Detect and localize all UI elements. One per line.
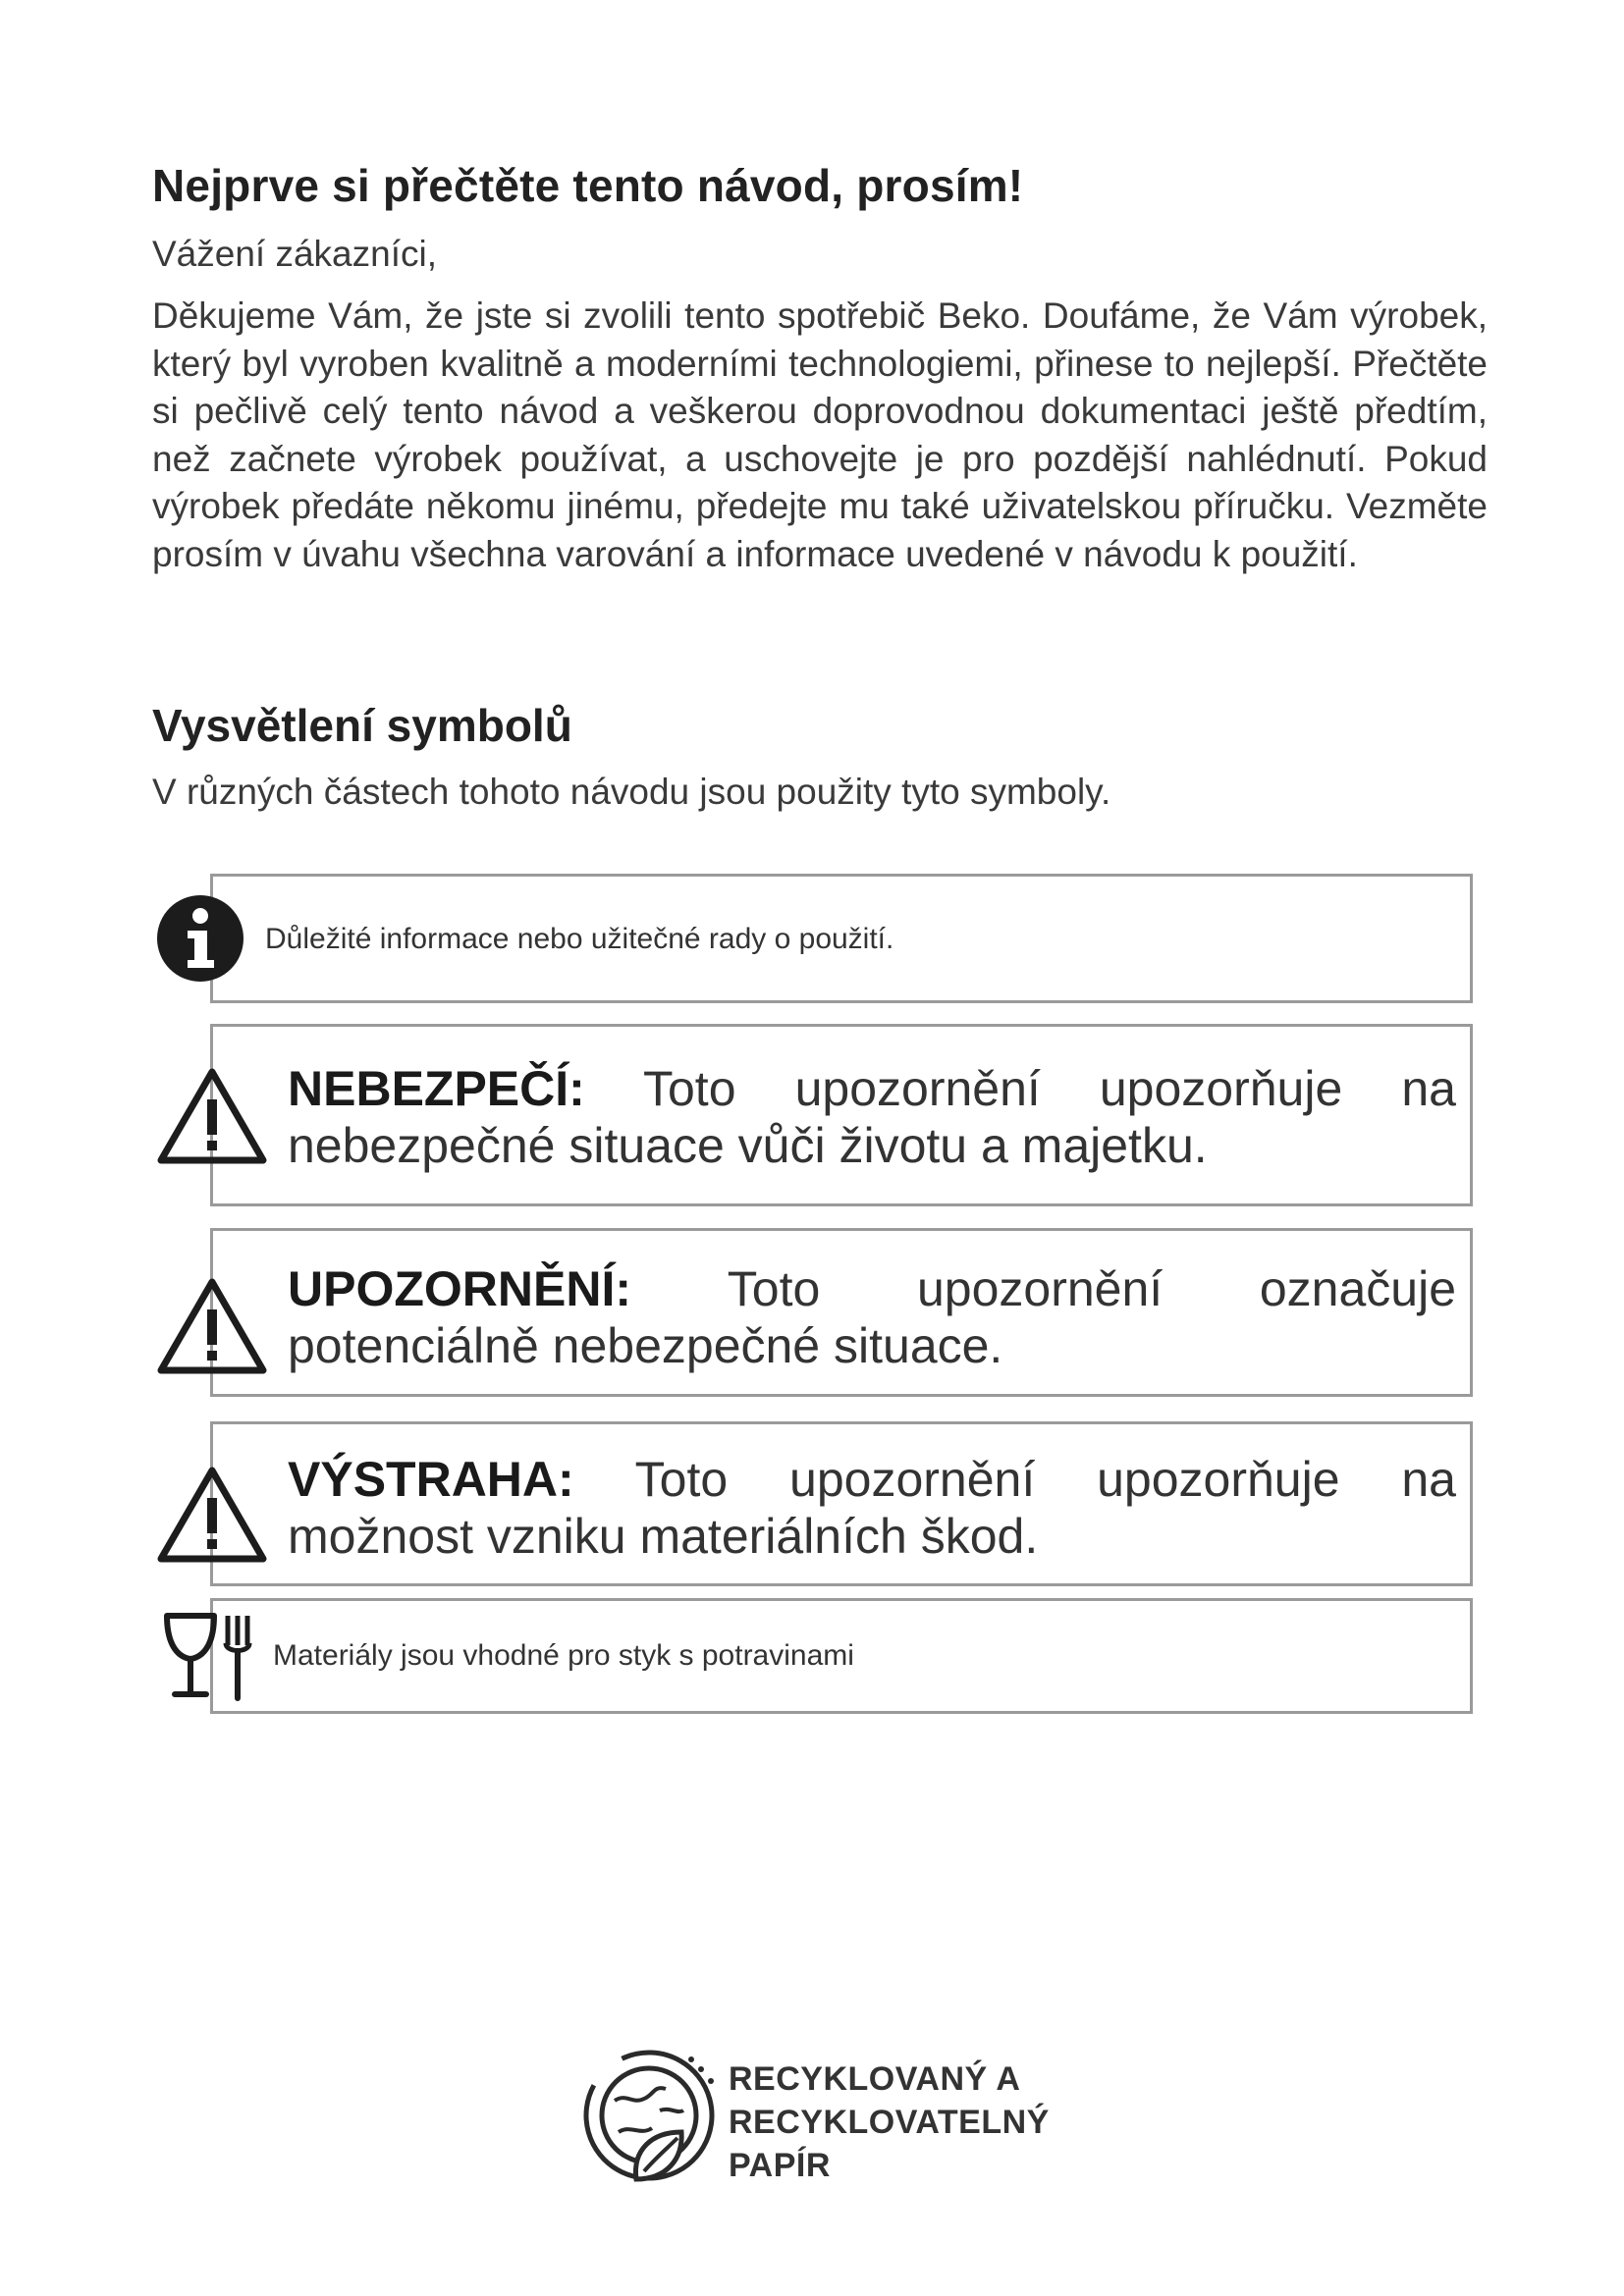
- caution-keyword: UPOZORNĚNÍ:: [288, 1261, 631, 1316]
- food-contact-text: Materiály jsou vhodné pro styk s potravinami: [273, 1639, 854, 1672]
- salutation: Vážení zákazníci,: [152, 234, 437, 274]
- recycle-logo-line1: RECYKLOVANÝ A: [729, 2060, 1021, 2098]
- caution-text: [288, 1260, 1456, 1374]
- glass-fork-icon: [161, 1610, 259, 1704]
- symbols-title: Vysvětlení symbolů: [152, 700, 572, 751]
- danger-description: Toto upozornění upozorňuje na nebezpečné situace vůči životu a majetku.: [288, 1061, 1456, 1173]
- symbols-intro: V různých částech tohoto návodu jsou použity tyto symboly.: [152, 772, 1111, 812]
- info-icon: [155, 893, 245, 984]
- warning-keyword: VÝSTRAHA:: [288, 1452, 574, 1507]
- recycle-logo-line3: PAPÍR: [729, 2147, 831, 2184]
- danger-keyword: NEBEZPEČÍ:: [288, 1061, 585, 1116]
- danger-text: [288, 1060, 1456, 1174]
- recycle-globe-leaf-icon: [575, 2042, 723, 2189]
- recycle-logo-text: [729, 2057, 1050, 2187]
- warning-triangle-icon: [155, 1276, 269, 1376]
- intro-title: Nejprve si přečtěte tento návod, prosím!: [152, 160, 1024, 211]
- warning-description: Toto upozornění upozorňuje na možnost vzniku materiálních škod.: [288, 1452, 1456, 1564]
- warning-triangle-icon: [155, 1465, 269, 1565]
- warning-text: [288, 1451, 1456, 1565]
- info-text: Důležité informace nebo užitečné rady o použití.: [265, 923, 894, 955]
- intro-paragraph: Děkujeme Vám, že jste si zvolili tento spotřebič Beko. Doufáme, že Vám výrobek, který byl vyroben kvalitně a moderními technologiemi, přinese to nejlepší. Přečtěte si pečlivě celý tento návod a veškerou doprovodnou dokumentaci ještě předtím, než začnete výrobek používat, a uschovejte je pro pozdější nahlédnutí. Pokud výrobek předáte někomu jinému, předejte mu také uživatelskou příručku. Vezměte prosím v úvahu všechna varování a informace uvedené v návodu k použití.: [152, 295, 1488, 574]
- warning-triangle-icon: [155, 1066, 269, 1166]
- caution-description: Toto upozornění označuje potenciálně nebezpečné situace.: [288, 1261, 1456, 1373]
- recycle-logo-line2: RECYKLOVATELNÝ: [729, 2104, 1050, 2141]
